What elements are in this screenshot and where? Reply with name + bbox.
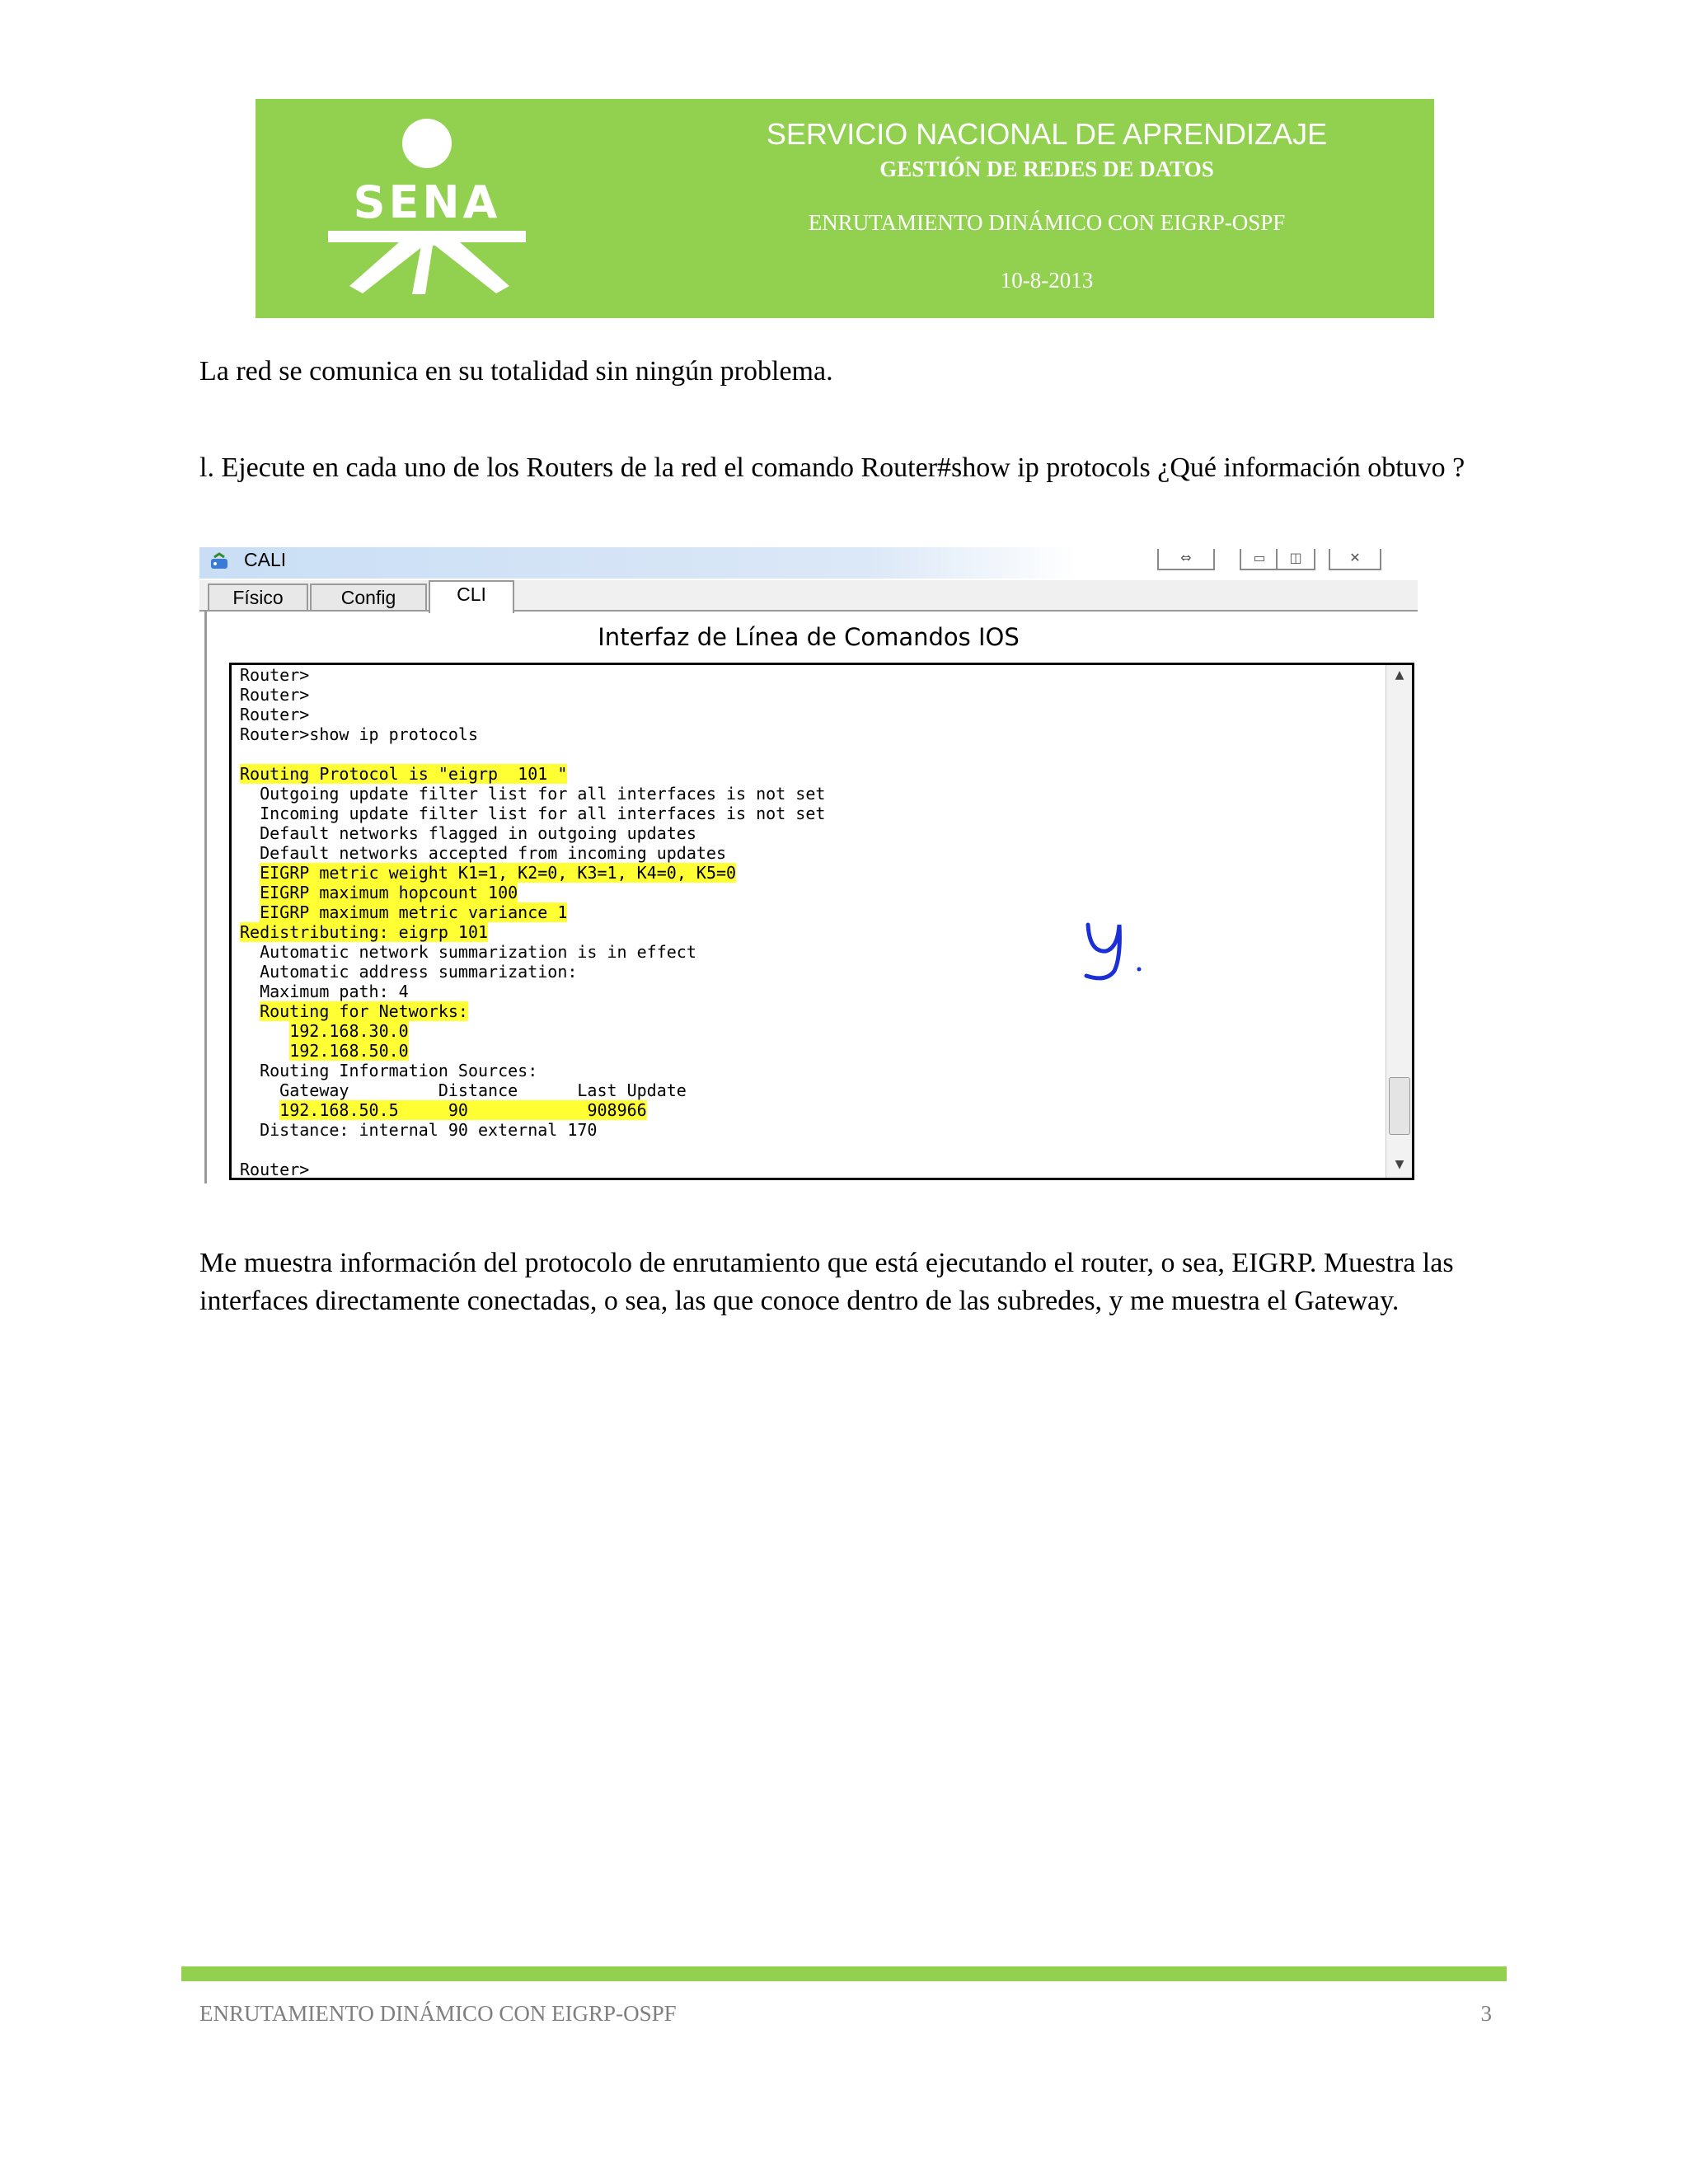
terminal-text: Automatic network summarization is in effect (240, 942, 696, 962)
terminal-text: Maximum path: 4 (240, 982, 409, 1001)
terminal-output (240, 665, 1369, 1179)
terminal-line (240, 764, 1369, 784)
terminal-text: Default networks accepted from incoming updates (240, 843, 727, 863)
scroll-thumb[interactable] (1389, 1077, 1410, 1135)
terminal-line (240, 724, 1369, 744)
highlighted-text: 192.168.30.0 (289, 1021, 409, 1041)
paragraph-intro: La red se comunica en su totalidad sin ningún problema. (199, 356, 833, 387)
terminal-text: Router> (240, 1160, 310, 1179)
terminal-line (240, 1160, 1369, 1179)
cli-heading: Interfaz de Línea de Comandos IOS (598, 623, 1020, 651)
highlighted-text: Routing Protocol is "eigrp 101 " (240, 764, 568, 784)
terminal-text (240, 1001, 260, 1021)
terminal-text (240, 883, 260, 902)
highlighted-text: EIGRP maximum hopcount 100 (260, 883, 518, 902)
terminal-line (240, 823, 1369, 843)
packet-tracer-window-screenshot (199, 547, 1418, 1183)
document-topic: ENRUTAMIENTO DINÁMICO CON EIGRP-OSPF (808, 210, 1286, 235)
highlighted-text: Routing for Networks: (260, 1001, 468, 1021)
terminal-line (240, 685, 1369, 705)
footer-bar (181, 1966, 1507, 1981)
question-paragraph: l. Ejecute en cada uno de los Routers de la red el comando Router#show ip protocols ¿Qué información obtuvo ? (199, 452, 1465, 483)
terminal-text: Outgoing update filter list for all interfaces is not set (240, 784, 826, 804)
terminal-line (240, 982, 1369, 1001)
highlighted-text: EIGRP metric weight K1=1, K2=0, K3=1, K4=0, K5=0 (260, 863, 737, 883)
terminal-text: Gateway Distance Last Update (240, 1080, 687, 1100)
tab-config[interactable]: Config (310, 583, 427, 610)
maximize-icon[interactable]: ◫ (1276, 549, 1315, 570)
tab-fisico[interactable]: Físico (208, 583, 308, 610)
handwritten-annotation (1081, 910, 1156, 984)
terminal-text (240, 902, 260, 922)
terminal-line (240, 1061, 1369, 1080)
terminal-text (240, 1021, 289, 1041)
terminal-line (240, 1080, 1369, 1100)
terminal-line (240, 784, 1369, 804)
sena-logo (320, 117, 534, 298)
terminal-scrollbar[interactable] (1386, 665, 1413, 1178)
scroll-down-arrow-icon[interactable]: ▼ (1395, 1158, 1404, 1171)
document-date: 10-8-2013 (1000, 268, 1094, 293)
terminal-text: Router> (240, 705, 310, 724)
terminal-text (240, 1041, 289, 1061)
terminal-line (240, 705, 1369, 724)
terminal-text: Router>show ip protocols (240, 724, 478, 744)
terminal-text: Distance: internal 90 external 170 (240, 1120, 598, 1140)
organization-name: SERVICIO NACIONAL DE APRENDIZAJE (766, 117, 1328, 151)
highlighted-text: Redistributing: eigrp 101 (240, 922, 489, 942)
terminal-line (240, 1021, 1369, 1041)
window-frame (204, 612, 207, 1183)
terminal-line (240, 1001, 1369, 1021)
terminal-line (240, 962, 1369, 982)
terminal-text: Routing Information Sources: (240, 1061, 538, 1080)
terminal-line (240, 863, 1369, 883)
terminal-line (240, 804, 1369, 823)
terminal-line (240, 1120, 1369, 1140)
highlighted-text: 192.168.50.5 90 908966 (279, 1100, 647, 1120)
window-title: CALI (244, 549, 287, 570)
minimize-icon[interactable]: ▭ (1240, 549, 1279, 570)
terminal-text: Incoming update filter list for all interfaces is not set (240, 804, 826, 823)
svg-text:SENA: SENA (353, 176, 501, 228)
router-icon (209, 552, 231, 574)
terminal-line (240, 744, 1369, 764)
close-icon[interactable]: ✕ (1329, 549, 1381, 570)
terminal-text: Default networks flagged in outgoing updates (240, 823, 696, 843)
footer-title: ENRUTAMIENTO DINÁMICO CON EIGRP-OSPF (199, 2001, 677, 2026)
terminal-line (240, 883, 1369, 902)
terminal-line (240, 1100, 1369, 1120)
answer-paragraph: Me muestra información del protocolo de enrutamiento que está ejecutando el router, o sea, EIGRP. Muestra las interfaces directamente conectadas, o sea, las que conoce dentro de las subredes, y me muestra el Gateway. (199, 1248, 1454, 1316)
terminal-text: Router> (240, 665, 310, 685)
terminal-line (240, 922, 1369, 942)
terminal-text (240, 1100, 279, 1120)
terminal-line (240, 942, 1369, 962)
course-name: GESTIÓN DE REDES DE DATOS (879, 157, 1214, 181)
terminal-text: Router> (240, 685, 310, 705)
terminal-line (240, 665, 1369, 685)
highlighted-text: EIGRP maximum metric variance 1 (260, 902, 568, 922)
cli-terminal[interactable] (229, 663, 1414, 1180)
window-titlebar (199, 547, 1418, 579)
terminal-text: Automatic address summarization: (240, 962, 578, 982)
terminal-line (240, 1140, 1369, 1160)
tab-cli[interactable]: CLI (429, 580, 514, 613)
terminal-text (240, 863, 260, 883)
terminal-line (240, 1041, 1369, 1061)
terminal-line (240, 902, 1369, 922)
resize-icon[interactable]: ⇔ (1157, 549, 1215, 570)
scroll-up-arrow-icon[interactable]: ▲ (1395, 668, 1404, 682)
page-number: 3 (1480, 2001, 1492, 2026)
terminal-line (240, 843, 1369, 863)
header-banner (256, 99, 1434, 318)
highlighted-text: 192.168.50.0 (289, 1041, 409, 1061)
